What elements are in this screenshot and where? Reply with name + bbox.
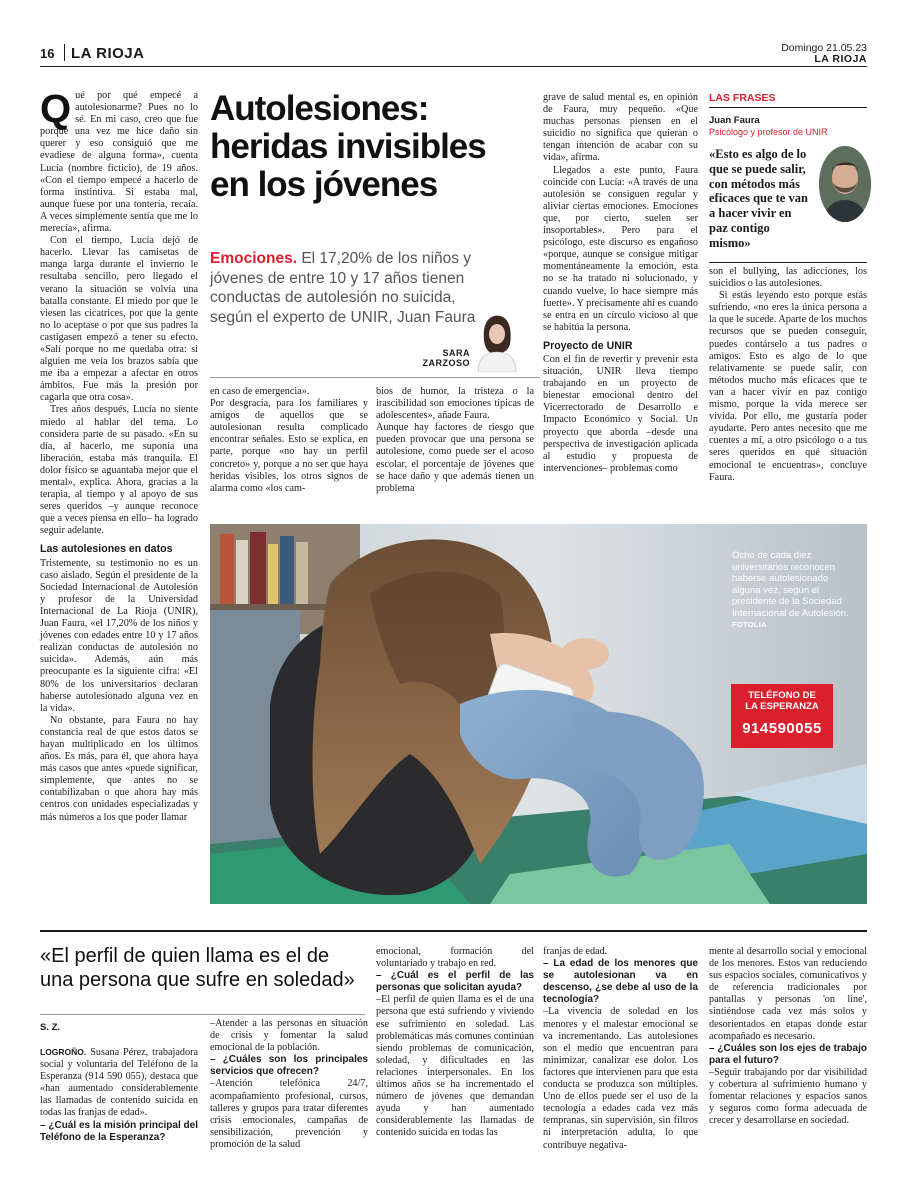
photo-credit: FOTOLIA	[732, 620, 767, 629]
answer: –Seguir trabajando por dar visibilidad y cobertura al sufrimiento humano y fomentar relaciones y espacios sanos y seguros como forma adecuada de crecer y desarrollarse en sociedad.	[709, 1066, 867, 1127]
answer: –La vivencia de soledad en los menores y el malestar emocional se va incrementando. Las autolesiones son el medio que encuentran para minimizar, canalizar ese dolor. Los factores que intervienen para que esta conducta se produzca son múltiples. Uno de ellos puede ser el uso de la tecnología a edades cada vez más tempranas, sin supervisión, sin filtros ni interpretación adulta, lo que contribuye negativa-	[543, 1006, 698, 1151]
headline-line: en los jóvenes	[210, 165, 438, 204]
paragraph: Si estás leyendo esto porque estás sufriendo, «no eres la única persona a la que le sucede. Aparte de los muchos recursos que se pueden conseguir, puedes contárselo a tus padres o amigos. Esto es algo de lo que relativamente se puede salir, con métodos mucho más eficaces que te van a hacer vivir en paz contigo mismo, porque la vida merece ser vivida. Por ello, me gustaría poder ayudarte. Pero antes necesito que me cuentes a mí, a otro psicólogo o a tus seres queridos en qué situación emocional te encuentras», concluye Faura.	[709, 290, 867, 483]
drop-cap: Q	[40, 87, 72, 131]
section-separator	[40, 930, 867, 932]
paragraph: ué por qué empecé a autolesionarme? Pues no lo sé. En mi caso, creo que fue porque una vez me hice daño sin querer y eso consiguió que me evadiese de alguna forma», cuenta Lucía (nombre ficticio), de 19 años. «Con el tiempo empecé a hacerlo de forma instintiva. Si estaba mal, aunque fuese por una tontería, recaía. A veces simplemente sentía que me lo merecía», afirma.	[40, 90, 198, 235]
helpline-label: LA ESPERANZA	[745, 701, 819, 712]
subheading: Proyecto de UNIR	[543, 339, 633, 352]
paragraph: grave de salud mental es, en opinión de Faura, muy pequeño. «Que muchas personas piensen en el suicidio no significa que quieran o tengan intención de acabar con su vida», afirma.	[543, 92, 698, 164]
paragraph: No obstante, para Faura no hay constancia real de que estos datos se hayan multiplicado en los últimos años. Es más, para él, que ahora haya más casos que antes «puede significar, simplemente, que antes no se contabilizaban o que ahora hay más centros con unidades especializadas y más números a los que poder llamar	[40, 714, 198, 823]
paragraph	[40, 1046, 198, 1120]
interview-column-3	[376, 946, 534, 1140]
answer: mente al desarrollo social y emocional de los menores. Estos van reduciendo sus espacios sociales, comunicativos y de referencia tradicionales por pantallas y personas 'on line', sintiéndose cada vez más solos y desorientados en etapas donde estar acompañado es necesario.	[709, 946, 867, 1042]
photo-caption	[732, 550, 850, 631]
header-divider	[64, 44, 65, 61]
article-column-4	[543, 92, 698, 475]
lead-kicker: Emociones.	[210, 250, 297, 267]
interview-question: – ¿Cuáles son los ejes de trabajo para el futuro?	[709, 1042, 867, 1066]
article-photo	[210, 524, 867, 904]
article-column-5	[709, 266, 867, 484]
paragraph: Tristemente, su testimonio no es un caso aislado. Según el presidente de la Sociedad Internacional de Autolesión y profesor de la Universidad Internacional de La Rioja (UNIR), Juan Faura, «el 17,20% de los niños y jóvenes con edades entre 10 y 17 años realizan conductas de autolesión no suicida». Además, aún más preocupante es la siguiente cifra: «El 80% de los universitarios declaran haberse autolesionado alguna vez en la vida».	[40, 557, 198, 714]
headline-line: heridas invisibles	[210, 127, 486, 166]
issue-date: Domingo 21.05.23	[781, 42, 867, 54]
quote-text: «Esto es algo de lo que se puede salir, con métodos más eficaces que te van a hacer vivir en paz contigo mismo»	[709, 147, 808, 250]
paper-name: LA RIOJA	[814, 53, 867, 65]
helpline-number: 914590055	[742, 720, 822, 737]
interview-headline: «El perfil de quien llama es el de una persona que sufre en soledad»	[40, 945, 355, 991]
interview-question: – ¿Cuál es el perfil de las personas que solicitan ayuda?	[376, 970, 534, 994]
helpline-box	[731, 684, 833, 748]
quote-person-name: Juan Faura	[709, 115, 760, 126]
interview-column-1	[40, 1046, 198, 1144]
lead-text: El 17,20% de los niños y jóvenes de entre 10 y 17 años tienen conductas de autolesión no suicida, según el experto de UNIR, Juan Faura	[210, 250, 476, 326]
author-last-name: ZARZOSO	[422, 358, 470, 368]
interview-question: – ¿Cuál es la misión principal del Teléfono de la Esperanza?	[40, 1119, 198, 1143]
quote-person-role: Psicólogo y profesor de UNIR	[709, 127, 828, 137]
article-headline	[210, 90, 540, 204]
paragraph: Tres años después, Lucía no siente miedo al hablar del tema. Lo considera parte de su pasado. «En su día, al hacerlo, me suponía una liberación, estaba más tranquila. El dolor físico se aguantaba mejor que el mental», explica. Ahora, gracias a la terapia, al tiempo y al apoyo de sus seres queridos –y aunque reconoce que a veces piensa en ello– ha logrado seguir adelante.	[40, 404, 198, 537]
header-rule	[40, 66, 867, 67]
author-first-name: SARA	[442, 348, 470, 358]
interview-column-2	[210, 1018, 368, 1151]
paragraph: son el bullying, las adicciones, los suicidios o las autolesiones.	[709, 266, 867, 290]
article-lead	[210, 249, 478, 327]
interview-byline: S. Z.	[40, 1022, 61, 1033]
answer: –Atención telefónica 24/7, acompañamiento profesional, cursos, talleres y grupos para tratar diferentes crisis emocionales, campañas de sensibilización, prevención y promoción de la salud	[210, 1078, 368, 1150]
interview-byline-rule	[40, 1014, 365, 1015]
paragraph-text: Susana Pérez, trabajadora social y voluntaria del Teléfono de la Esperanza (914 590 055), destaca que «han aumentado considerablemente las llamadas de contenido suicida en todas las franjas de edad».	[40, 1047, 198, 1119]
interview-column-4	[543, 946, 698, 1152]
helpline-label: TELÉFONO DE	[748, 690, 816, 701]
quote-portrait	[819, 146, 871, 222]
quotes-label: LAS FRASES	[709, 92, 867, 108]
subheading: Las autolesiones en datos	[40, 543, 173, 556]
paragraph: Llegados a este punto, Faura coincide con Lucía: «A través de una autolesión se consiguen regular y aliviar ciertas emociones. Emociones que, por cierto, suelen ser insoportables». Pero para el psicólogo, este discurso es engañoso «porque, aunque se consigue mitigar momentáneamente la emoción, esta no se ha tratado ni solucionado, y cuando vuelve, lo hace siempre más fuerte». Y precisamente ahí es cuando se entra en un círculo vicioso al que se habitúa la persona.	[543, 164, 698, 333]
author-portrait	[470, 310, 520, 372]
interview-question: – ¿Cuáles son los principales servicios que ofrecen?	[210, 1054, 368, 1078]
article-column-3: bios de humor, la tristeza o la irascibilidad son emociones típicas de adolescentes», añade Faura. Aunque hay factores de riesgo que pueden provocar que una persona se autolesione, como puede ser el acoso escolar, el porcentaje de jóvenes que se hace daño y que además tienen un problema	[376, 386, 534, 494]
headline-line: Autolesiones:	[210, 89, 429, 128]
quotes-box-rule	[709, 262, 867, 263]
interview-column-5	[709, 946, 867, 1127]
answer: –Atender a las personas en situación de crisis y fomentar la salud emocional de la población.	[210, 1018, 368, 1054]
section-name: LA RIOJA	[71, 45, 145, 62]
answer: emocional, formación del voluntariado y trabajo en red.	[376, 946, 534, 970]
page-number: 16	[40, 46, 55, 61]
interview-question: – La edad de los menores que se autolesionan va en descenso, ¿se debe al uso de la tecnología?	[543, 958, 698, 1006]
page-header	[40, 44, 867, 66]
paragraph: Con el tiempo, Lucía dejó de hacerlo. Llevar las camisetas de manga larga durante el invierno le resultaba sencillo, pero llegado el verano la situación se volvía una batalla constante. El miedo por que le viesen las cicatrices, por que la gente no lo aceptase o por que sus padres la castigasen empezó a tener su efecto. «Salí porque no me quedaba otra: si alguien me veía los brazos sabía que me iba a empezar a afectar en otros ámbitos. Fue más la presión por cagarla que otra cosa».	[40, 235, 198, 404]
dateline: LOGROÑO.	[40, 1047, 87, 1057]
article-column-1	[40, 87, 198, 824]
author-byline	[412, 348, 470, 368]
answer: –El perfil de quien llama es el de una persona que está sufriendo y viviendo ese sufrimiento en soledad. Las problemáticas más comunes continúan siendo problemas de comunicación, soledad, y dificultades en las relaciones interpersonales. En los últimos años se ha incrementado el número de jóvenes que demandan ayuda y han aumentado considerablemente las llamadas de contenido suicida en todas las	[376, 994, 534, 1139]
lead-rule	[210, 377, 540, 378]
quotes-box	[709, 92, 867, 264]
photo-caption-text: Ocho de cada diez universitarios reconocen haberse autolesionado alguna vez, según el presidente de la Sociedad Internacional de Autolesión.	[732, 550, 849, 619]
answer: franjas de edad.	[543, 946, 608, 957]
paragraph: Con el fin de revertir y prevenir esta situación, UNIR lleva tiempo trabajando en un proyecto de bienestar emocional dentro del Vicerrectorado de Desarrollo e Impacto Económico y Social. Un proyecto que aborda –desde una perspectiva de investigación aplicada al estudio y propuesta de intervenciones– problemas como	[543, 353, 698, 474]
article-column-2: en caso de emergencia». Por desgracia, para los familiares y amigos de aquellos que se autolesionan resulta complicado encontrar señales. Esto se explica, en parte, porque «no hay un perfil concreto» y, porque a no ser que haya heridas visibles, los otros signos de alarma como «los cam-	[210, 386, 368, 494]
